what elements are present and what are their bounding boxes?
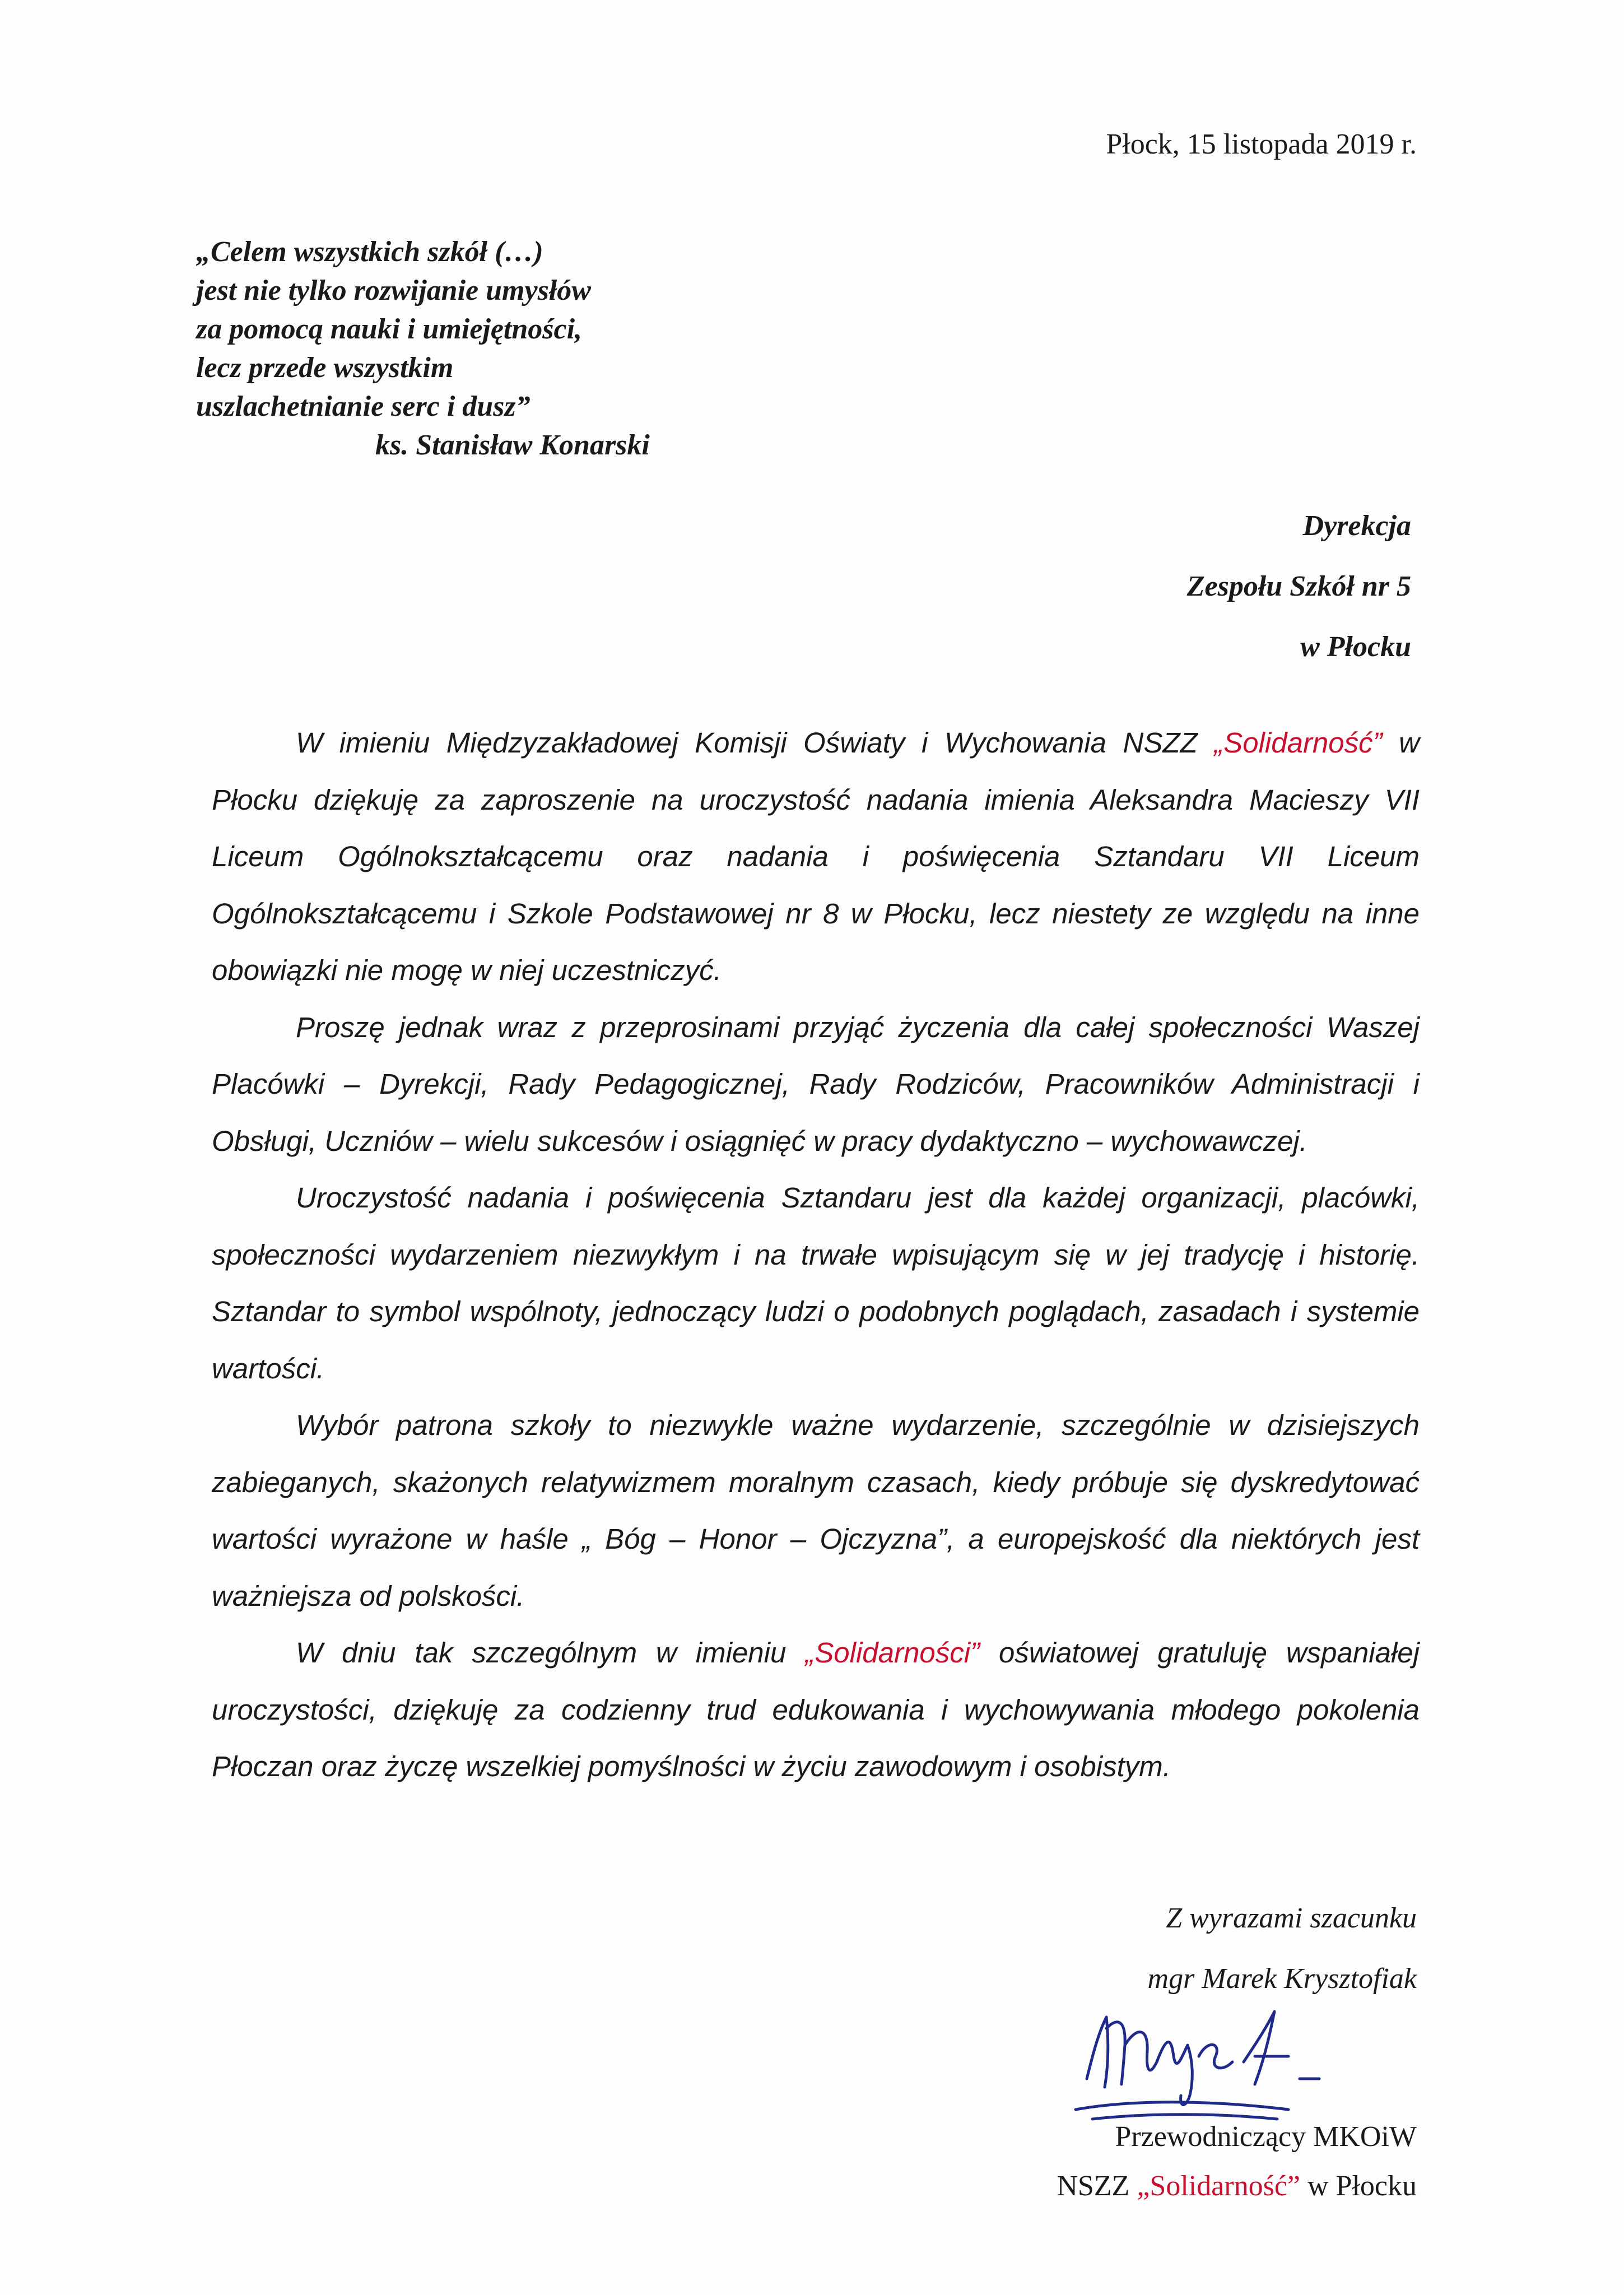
signature-stroke: [1157, 2042, 1192, 2105]
signature-stroke: [1087, 2017, 1108, 2087]
paragraph: Wybór patrona szkoły to niezwykle ważne wydarzenie, szczególnie w dzisiejszych zabieganych, skażonych relatywizmem moralnym czasach, kiedy próbuje się dyskredytować wartości wyrażone w haśle „ Bóg – Honor – Ojczyzna”, a europejskość dla niektórych jest ważniejsza od polskości.: [212, 1409, 1420, 1612]
org-text: NSZZ: [1057, 2170, 1137, 2202]
signer-name: mgr Marek Krysztofiak: [1147, 1963, 1417, 1995]
signer-organization: [857, 2162, 1417, 2211]
paragraph: [212, 1624, 1420, 1795]
addressee-line: w Płocku: [1300, 631, 1411, 663]
paragraph-text: w Płocku dziękuję za zaproszenie na uroczystość nadania imienia Aleksandra Macieszy VII Liceum Ogólnokształcącemu oraz nadania i poświęcenia Sztandaru VII Liceum Ogólnokształcącemu i Szkole Podstawowej nr 8 w Płocku, lecz niestety ze względu na inne obowiązki nie mogę w niej uczestniczyć.: [212, 727, 1420, 986]
solidarnosc-highlight: „Solidarność”: [1214, 727, 1383, 759]
signature-stroke: [1244, 2011, 1274, 2084]
paragraph-text: oświatowej gratuluję wspaniałej uroczystości, dziękuję za codzienny trud edukowania i wychowywania młodego pokolenia Płoczan oraz życzę wszelkiej pomyślności w życiu zawodowym i osobistym.: [212, 1637, 1420, 1782]
solidarnosc-highlight: „Solidarności”: [805, 1637, 980, 1669]
motto-author: ks. Stanisław Konarski: [375, 429, 650, 461]
paragraph: [212, 714, 1420, 999]
motto-quote: [196, 233, 756, 464]
signer-role-block: [857, 2112, 1417, 2211]
paragraph: Proszę jednak wraz z przeprosinami przyjąć życzenia dla całej społeczności Waszej Placówki – Dyrekcji, Rady Pedagogicznej, Rady Rodziców, Pracowników Administracji i Obsługi, Uczniów – wielu sukcesów i osiągnięć w pracy dydaktyczno – wychowawczej.: [212, 1011, 1420, 1157]
closing-block: [913, 1888, 1417, 2009]
addressee-line: Zespołu Szkół nr 5: [1186, 570, 1411, 602]
motto-line: „Celem wszystkich szkół (…): [196, 236, 543, 268]
addressee-line: Dyrekcja: [1302, 510, 1411, 542]
letter-body: [212, 714, 1420, 1795]
motto-line: jest nie tylko rozwijanie umysłów: [196, 275, 591, 306]
motto-line: za pomocą nauki i umiejętności,: [196, 313, 583, 345]
motto-line: lecz przede wszystkim: [196, 352, 454, 384]
signature-stroke: [1199, 2045, 1232, 2068]
paragraph: Uroczystość nadania i poświęcenia Sztandaru jest dla każdej organizacji, placówki, społeczności wydarzeniem niezwykłym i na trwałe wpisującym się w jej tradycję i historię. Sztandar to symbol wspólnoty, jednoczący ludzi o podobnych poglądach, zasadach i systemie wartości.: [212, 1182, 1420, 1385]
signature-stroke: [1125, 2032, 1157, 2070]
org-text: w Płocku: [1300, 2170, 1417, 2202]
signer-title: Przewodniczący MKOiW: [1115, 2121, 1417, 2153]
paragraph-text: W dniu tak szczególnym w imieniu: [296, 1637, 806, 1669]
addressee-block: [1187, 496, 1411, 677]
paragraph-text: W imieniu Międzyzakładowej Komisji Oświaty i Wychowania NSZZ: [296, 727, 1214, 759]
closing-greeting: Z wyrazami szacunku: [1166, 1902, 1417, 1934]
letter-date: Płock, 15 listopada 2019 r.: [1106, 128, 1417, 160]
solidarnosc-highlight: „Solidarność”: [1137, 2170, 1300, 2202]
motto-line: uszlachetnianie serc i dusz”: [196, 391, 531, 422]
